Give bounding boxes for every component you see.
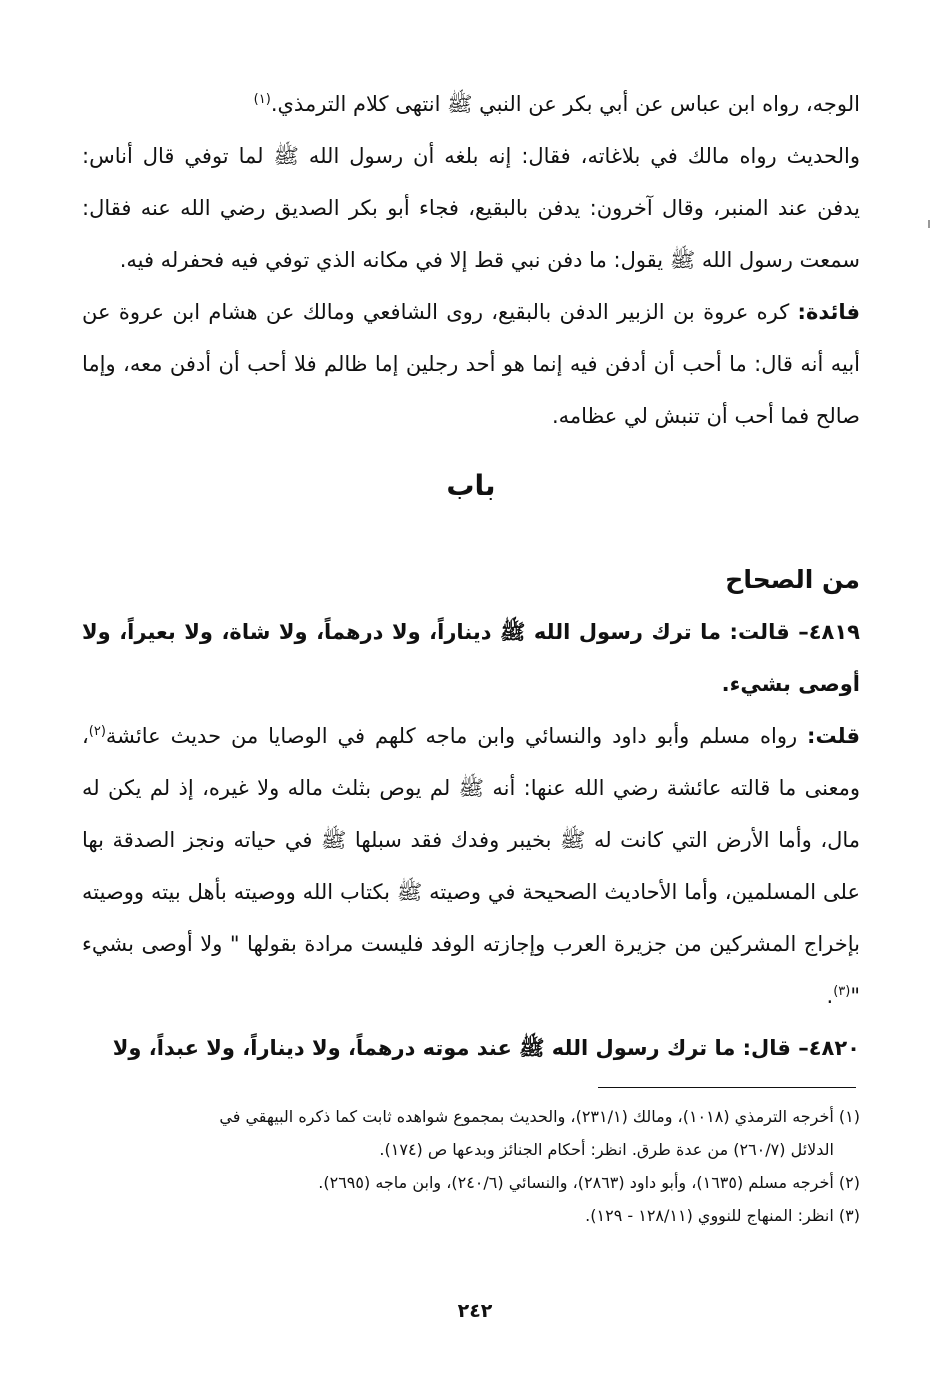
section-heading: من الصحاح xyxy=(725,565,860,594)
benefit-label: فائدة: xyxy=(797,300,860,324)
footnote-1-line-1: (١) أخرجه الترمذي (١٠١٨)، ومالك (٢٣١/١)، والحديث بمجموع شواهده ثابت كما ذكره البيهقي في xyxy=(219,1107,860,1126)
footnote-divider xyxy=(598,1087,856,1088)
footnote-3: (٣) انظر: المنهاج للنووي (١٢٨/١١ - ١٢٩). xyxy=(585,1206,860,1225)
paragraph-3 xyxy=(82,286,860,442)
commentary-text-a: رواه مسلم وأبو داود والنسائي وابن ماجه كلهم في الوصايا من حديث عائشة xyxy=(105,724,808,748)
paragraph-1-text: الوجه، رواه ابن عباس عن أبي بكر عن النبي ﷺ انتهى كلام الترمذي. xyxy=(270,92,860,116)
footnote-ref-3: (٣) xyxy=(833,984,851,999)
footnote-1-line-2: الدلائل (٢٦٠/٧) من عدة طرق. انظر: أحكام الجنائز وبدعها ص (١٧٤). xyxy=(379,1140,834,1159)
main-text xyxy=(82,78,860,1074)
footnote-2: (٢) أخرجه مسلم (١٦٣٥)، وأبو داود (٢٨٦٣)، والنسائي (٢٤٠/٦)، وابن ماجه (٢٦٩٥). xyxy=(318,1173,860,1192)
chapter-heading: باب xyxy=(446,469,496,502)
footnote-ref-1: (١) xyxy=(253,92,271,107)
paragraph-2: والحديث رواه مالك في بلاغاته، فقال: إنه بلغه أن رسول الله ﷺ لما توفي قال أناس: يدفن عند المنبر، وقال آخرون: يدفن بالبقيع، فجاء أبو بكر الصديق رضي الله عنه فقال: سمعت رسول الله ﷺ يقول: ما دفن نبي قط إلا في مكانه الذي توفي فيه فحفرله فيه. xyxy=(82,144,860,272)
commentary-paragraph xyxy=(82,710,860,1022)
page-number: ٢٤٢ xyxy=(457,1300,493,1322)
footnotes xyxy=(82,1100,860,1232)
commentary-end: . xyxy=(826,984,834,1008)
benefit-text: كره عروة بن الزبير الدفن بالبقيع، روى الشافعي ومالك عن هشام ابن عروة عن أبيه أنه قال: ما أحب أن أدفن فيه إنما هو أحد رجلين إما ظالم فلا أحب أن أدفن معه، وإما صالح فما أحب أن تنبش لي عظامه. xyxy=(82,300,860,428)
hadith-4820: ٤٨٢٠– قال: ما ترك رسول الله ﷺ عند موته درهماً، ولا ديناراً، ولا عبداً، ولا xyxy=(112,1036,860,1060)
scan-edge-mark xyxy=(928,220,930,228)
hadith-4819: ٤٨١٩– قالت: ما ترك رسول الله ﷺ ديناراً، ولا درهماً، ولا شاة، ولا بعيراً، ولا أوصى بشيء. xyxy=(82,620,860,696)
paragraph-1 xyxy=(82,78,860,130)
commentary-label: قلت: xyxy=(807,724,860,748)
commentary-text-b: ، ومعنى ما قالته عائشة رضي الله عنها: أنه ﷺ لم يوص بثلث ماله ولا غيره، إذ لم يكن له مال، وأما الأرض التي كانت له ﷺ بخيبر وفدك فقد سبلها ﷺ في حياته ونجز الصدقة بها على المسلمين، وأما الأحاديث الصحيحة في وصيته ﷺ بكتاب الله ووصيته بأهل بيته ووصيته بإخراج المشركين من جزيرة العرب وإجازته الوفد فليست مرادة بقولها " ولا أوصى بشيء " xyxy=(82,724,860,1008)
footnote-ref-2: (٢) xyxy=(88,724,106,739)
